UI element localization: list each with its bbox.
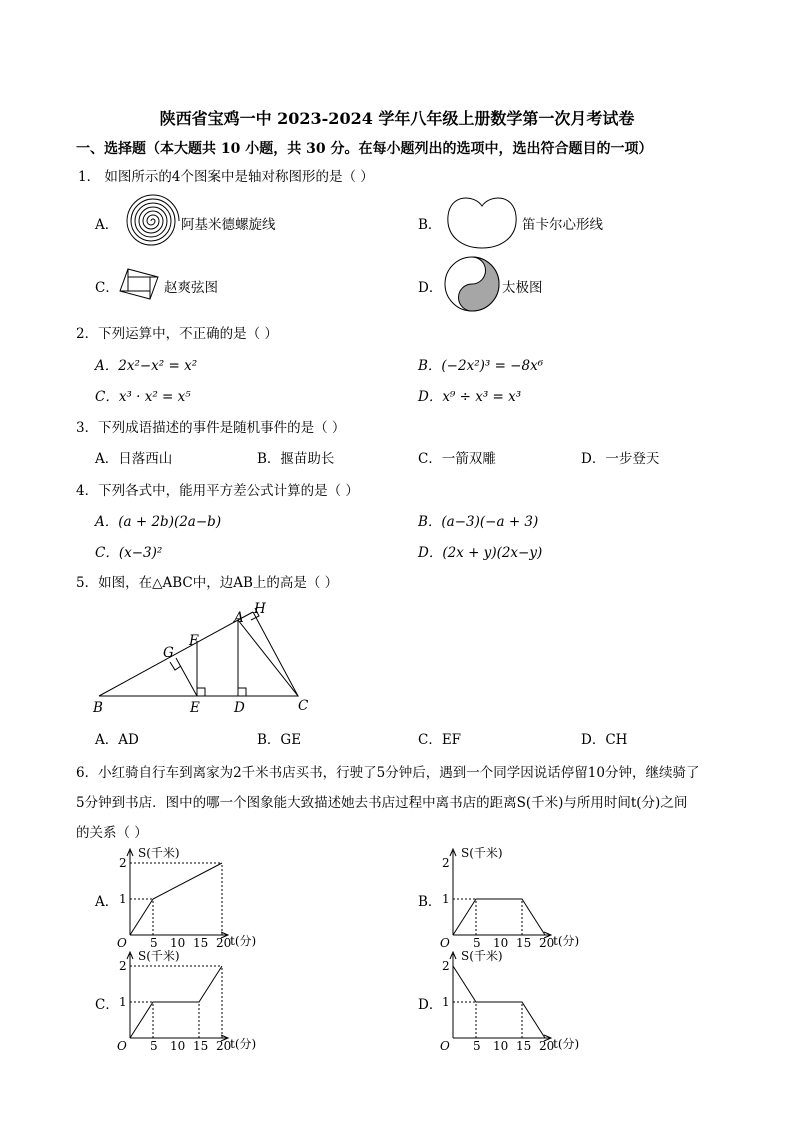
q2-option-d[interactable]: D．x⁹ ÷ x³ = x³ xyxy=(418,389,522,405)
q6-graph-d xyxy=(435,946,585,1055)
y-axis-label: S(千米) xyxy=(461,846,503,860)
x-tick-label: 20 xyxy=(539,936,555,948)
q1-option-a-label: 阿基米德螺旋线 xyxy=(181,217,276,233)
q1-option-c-letter[interactable]: C． xyxy=(95,280,119,296)
distance-line xyxy=(453,899,545,935)
distance-time-graph-b xyxy=(435,843,585,948)
q1-option-d-label: 太极图 xyxy=(502,280,543,296)
x-tick-label: 5 xyxy=(150,936,158,948)
question-5-stem: 5．如图，在△ABC中，边AB上的高是（ ） xyxy=(76,575,339,591)
q6-option-c-letter[interactable]: C． xyxy=(95,997,119,1013)
taiji-icon xyxy=(443,255,501,313)
q1-option-a-letter[interactable]: A． xyxy=(95,217,119,233)
x-tick-label: 20 xyxy=(216,1039,232,1051)
origin-label: O xyxy=(117,1039,127,1051)
q6-graph-c xyxy=(112,946,262,1055)
question-2-stem: 2．下列运算中，不正确的是（ ） xyxy=(76,326,278,342)
section-heading: 一、选择题（本大题共 10 小题，共 30 分。在每小题列出的选项中，选出符合题目的一项） xyxy=(76,141,653,157)
x-axis-label: t(分) xyxy=(230,934,257,948)
fig-label-d: D xyxy=(234,700,245,716)
x-tick-label: 15 xyxy=(516,936,532,948)
x-tick-label: 15 xyxy=(193,1039,209,1051)
q5-option-d[interactable]: D．CH xyxy=(581,732,628,748)
q4-option-a[interactable]: A．(a + 2b)(2a−b) xyxy=(95,514,222,530)
y-tick-label: 1 xyxy=(442,892,450,906)
q4-option-b[interactable]: B．(a−3)(−a + 3) xyxy=(418,514,539,530)
y-tick-label: 2 xyxy=(442,856,450,870)
distance-time-graph-d xyxy=(435,946,585,1051)
y-tick-label: 1 xyxy=(119,995,127,1009)
q1-option-c-label: 赵爽弦图 xyxy=(164,280,218,296)
x-tick-label: 5 xyxy=(150,1039,158,1051)
fig-label-f: F xyxy=(189,633,199,649)
q2-option-a[interactable]: A．2x²−x² = x² xyxy=(95,358,198,374)
x-tick-label: 10 xyxy=(170,936,186,948)
y-axis-label: S(千米) xyxy=(138,949,180,963)
q3-option-a[interactable]: A．日落西山 xyxy=(95,451,173,467)
q5-option-b[interactable]: B．GE xyxy=(257,732,302,748)
distance-time-graph-c xyxy=(112,946,262,1051)
question-3-stem: 3．下列成语描述的事件是随机事件的是（ ） xyxy=(76,420,346,436)
fig-label-b: B xyxy=(93,700,103,716)
y-tick-label: 2 xyxy=(119,856,127,870)
y-axis-label: S(千米) xyxy=(138,846,180,860)
q4-option-d[interactable]: D．(2x + y)(2x−y) xyxy=(418,545,543,561)
x-tick-label: 10 xyxy=(493,936,509,948)
question-6-line-1: 6．小红骑自行车到离家为2千米书店买书，行驶了5分钟后，遇到一个同学因说话停留10分钟，继续骑了 xyxy=(76,765,700,781)
distance-time-graph-a xyxy=(112,843,262,948)
x-tick-label: 10 xyxy=(170,1039,186,1051)
question-1-stem: 1． 如图所示的4个图案中是轴对称图形的是（ ） xyxy=(78,169,374,185)
fig-label-e: E xyxy=(190,700,200,716)
x-tick-label: 20 xyxy=(539,1039,555,1051)
q4-option-c[interactable]: C．(x−3)² xyxy=(95,545,163,561)
x-tick-label: 15 xyxy=(193,936,209,948)
cardioid-icon xyxy=(444,192,520,250)
q6-option-d-letter[interactable]: D． xyxy=(418,997,443,1013)
x-tick-label: 5 xyxy=(473,1039,481,1051)
q2-option-c[interactable]: C．x³ · x² = x⁵ xyxy=(95,389,191,405)
q5-option-a[interactable]: A．AD xyxy=(95,732,139,748)
zhao-shuang-diagram-icon xyxy=(118,267,162,301)
y-tick-label: 1 xyxy=(119,892,127,906)
fig-label-g: G xyxy=(163,645,174,661)
q6-graph-a xyxy=(112,843,262,952)
q3-option-c[interactable]: C．一箭双雕 xyxy=(418,451,496,467)
y-tick-label: 2 xyxy=(442,959,450,973)
x-axis-label: t(分) xyxy=(553,1037,580,1051)
q2-option-b[interactable]: B．(−2x²)³ = −8x⁶ xyxy=(418,358,544,374)
x-tick-label: 5 xyxy=(473,936,481,948)
origin-label: O xyxy=(440,1039,450,1051)
origin-label: O xyxy=(440,936,450,948)
archimedes-spiral-icon xyxy=(122,193,180,249)
exam-title: 陕西省宝鸡一中 2023-2024 学年八年级上册数学第一次月考试卷 xyxy=(159,109,635,128)
q6-option-a-letter[interactable]: A． xyxy=(95,894,119,910)
x-tick-label: 20 xyxy=(216,936,232,948)
origin-label: O xyxy=(117,936,127,948)
question-6-line-3: 的关系（ ） xyxy=(76,825,148,841)
triangle-figure xyxy=(88,598,320,718)
question-4-stem: 4．下列各式中，能用平方差公式计算的是（ ） xyxy=(76,483,359,499)
fig-label-c: C xyxy=(298,698,309,714)
fig-label-h: H xyxy=(254,601,266,617)
q3-option-b[interactable]: B．揠苗助长 xyxy=(257,451,335,467)
q1-option-b-label: 笛卡尔心形线 xyxy=(522,217,603,233)
x-axis-label: t(分) xyxy=(553,934,580,948)
q6-graph-b xyxy=(435,843,585,952)
y-axis-label: S(千米) xyxy=(461,949,503,963)
x-axis-label: t(分) xyxy=(230,1037,257,1051)
q1-option-d-letter[interactable]: D． xyxy=(418,280,443,296)
q1-option-b-letter[interactable]: B． xyxy=(418,217,442,233)
q5-option-c[interactable]: C．EF xyxy=(418,732,462,748)
y-tick-label: 1 xyxy=(442,995,450,1009)
fig-label-a: A xyxy=(234,610,244,626)
x-tick-label: 15 xyxy=(516,1039,532,1051)
question-6-line-2: 5分钟到书店．图中的哪一个图象能大致描述她去书店过程中离书店的距离S(千米)与所用时间t(分)之间 xyxy=(76,795,688,811)
q6-option-b-letter[interactable]: B． xyxy=(418,894,442,910)
y-tick-label: 2 xyxy=(119,959,127,973)
x-tick-label: 10 xyxy=(493,1039,509,1051)
q3-option-d[interactable]: D．一步登天 xyxy=(581,451,660,467)
